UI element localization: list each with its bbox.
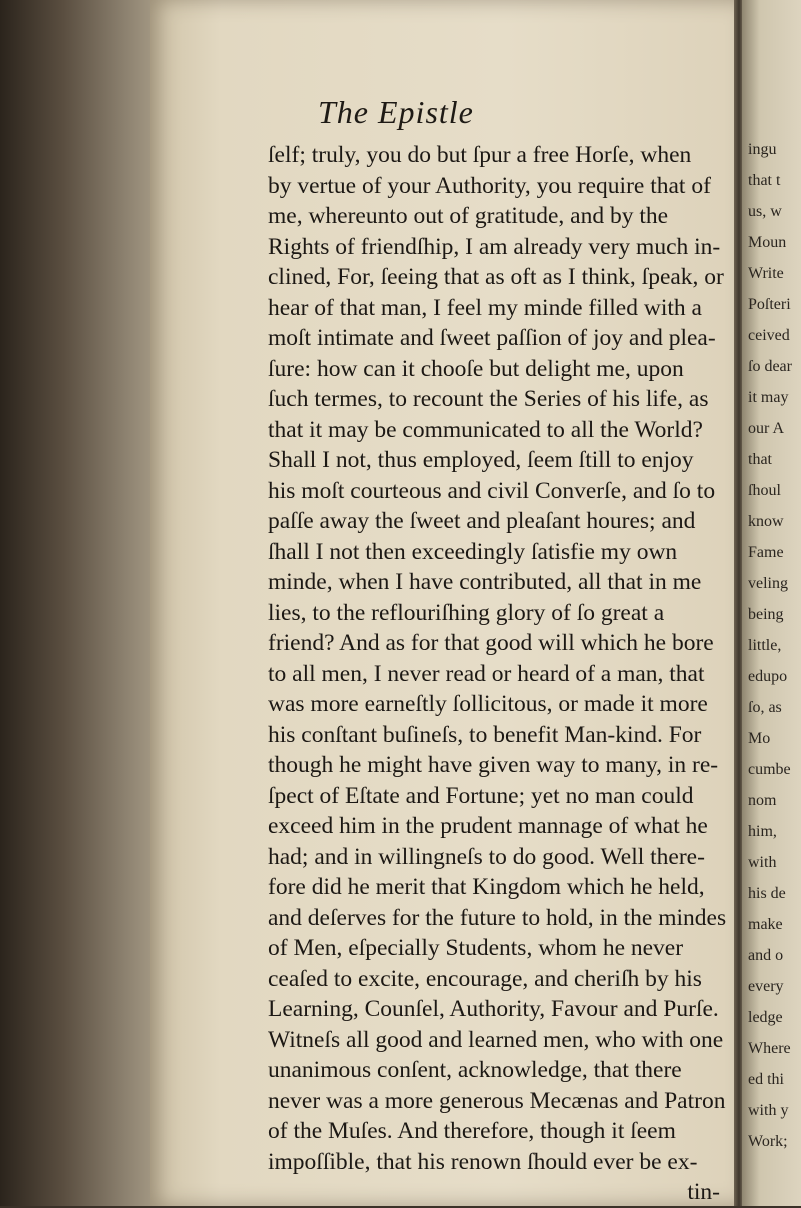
facing-line-fragment: Mo — [748, 730, 771, 747]
catchword: tin- — [687, 1179, 720, 1205]
text-line: Learning, Counſel, Authority, Favour and Purſe. — [268, 996, 719, 1022]
text-line: was more earneſtly ſollicitous, or made it more — [268, 691, 708, 717]
text-line: impoſſible, that his renown ſhould ever be ex- — [268, 1148, 698, 1175]
text-line: his conſtant buſineſs, to benefit Man-kind. For — [268, 721, 702, 748]
text-line: ſuch termes, to recount the Series of his life, as — [268, 386, 709, 412]
facing-line-fragment: it may — [748, 389, 789, 406]
facing-line-fragment: that — [748, 451, 772, 468]
facing-line-fragment: nom — [748, 792, 777, 809]
text-line: hear of that man, I feel my minde filled with a — [268, 294, 702, 321]
facing-line-fragment: Moun — [748, 234, 787, 251]
facing-line-fragment: ed thi — [748, 1071, 784, 1088]
facing-line-fragment: that t — [748, 172, 781, 189]
facing-line-fragment: know — [748, 513, 784, 530]
text-line: never was a more generous Mecænas and Patron — [268, 1087, 726, 1114]
running-head: The Epistle — [318, 94, 474, 130]
facing-line-fragment: him, — [748, 823, 777, 840]
text-line: and deſerves for the future to hold, in the mindes — [268, 904, 727, 931]
text-line: ſpect of Eſtate and Fortune; yet no man could — [268, 782, 694, 809]
text-line: of Men, eſpecially Students, whom he never — [268, 935, 684, 961]
text-line: unanimous conſent, acknowledge, that there — [268, 1057, 682, 1083]
facing-line-fragment: Work; — [748, 1133, 788, 1150]
facing-line-fragment: ingu — [748, 141, 777, 158]
text-line: that it may be communicated to all the World? — [268, 416, 703, 443]
facing-line-fragment: ſo, as — [748, 699, 782, 716]
text-line: had; and in willingneſs to do good. Well there- — [268, 843, 705, 870]
text-line: lies, to the reflouriſhing glory of ſo great a — [268, 599, 665, 626]
facing-line-fragment: with — [748, 854, 777, 871]
facing-line-fragment: every — [748, 978, 784, 995]
facing-line-fragment: ſo dear — [748, 358, 792, 375]
text-line: clined, For, ſeeing that as oft as I think, ſpeak, or — [268, 264, 724, 290]
facing-line-fragment: edupo — [748, 668, 788, 685]
text-line: minde, when I have contributed, all that in me — [268, 569, 702, 595]
text-line: though he might have given way to many, in re- — [268, 752, 719, 778]
facing-line-fragment: little, — [748, 637, 782, 654]
text-line: me, whereunto out of gratitude, and by the — [268, 203, 669, 229]
text-line: exceed him in the prudent mannage of what he — [268, 813, 708, 839]
text-line: Shall I not, thus employed, ſeem ſtill to enjoy — [268, 447, 694, 473]
text-line: paſſe away the ſweet and pleaſant houres; and — [268, 508, 696, 534]
facing-line-fragment: with y — [748, 1102, 789, 1119]
text-line: ſelf; truly, you do but ſpur a free Horſe, when — [268, 142, 692, 168]
text-line: friend? And as for that good will which he bore — [268, 630, 714, 656]
facing-page-text — [748, 134, 792, 1157]
text-line: ceaſed to excite, encourage, and cheriſh by his — [268, 965, 702, 992]
page-body — [268, 140, 727, 1208]
text-line: to all men, I never read or heard of a man, that — [268, 660, 705, 687]
text-line: of the Muſes. And therefore, though it ſeem — [268, 1118, 676, 1144]
facing-line-fragment: and o — [748, 947, 784, 964]
facing-line-fragment: our A — [748, 420, 784, 437]
facing-line-fragment: his de — [748, 885, 786, 902]
text-line: by vertue of your Authority, you require that of — [268, 172, 711, 199]
facing-line-fragment: ledge — [748, 1009, 783, 1026]
text-line: his moſt courteous and civil Converſe, and ſo to — [268, 477, 716, 504]
text-line: moſt intimate and ſweet paſſion of joy and plea- — [268, 325, 716, 351]
facing-line-fragment: Where — [748, 1040, 791, 1057]
facing-line-fragment: us, w — [748, 203, 782, 220]
text-line: Witneſs all good and learned men, who with one — [268, 1026, 724, 1053]
facing-line-fragment: being — [748, 606, 784, 623]
text-line: Rights of friendſhip, I am already very much in- — [268, 233, 721, 260]
facing-line-fragment: Poſteri — [748, 296, 791, 313]
facing-line-fragment: Fame — [748, 544, 784, 561]
facing-line-fragment: cumbe — [748, 761, 791, 778]
facing-line-fragment: make — [748, 916, 783, 933]
facing-line-fragment: Write — [748, 265, 784, 282]
text-line: ſhall I not then exceedingly ſatisfie my own — [268, 538, 678, 565]
text-line: fore did he merit that Kingdom which he held, — [268, 874, 705, 900]
facing-line-fragment: ceived — [748, 327, 790, 344]
facing-page — [742, 0, 801, 1206]
text-line: ſure: how can it chooſe but delight me, upon — [268, 355, 684, 382]
facing-line-fragment: veling — [748, 575, 788, 592]
facing-line-fragment: ſhoul — [748, 482, 781, 499]
